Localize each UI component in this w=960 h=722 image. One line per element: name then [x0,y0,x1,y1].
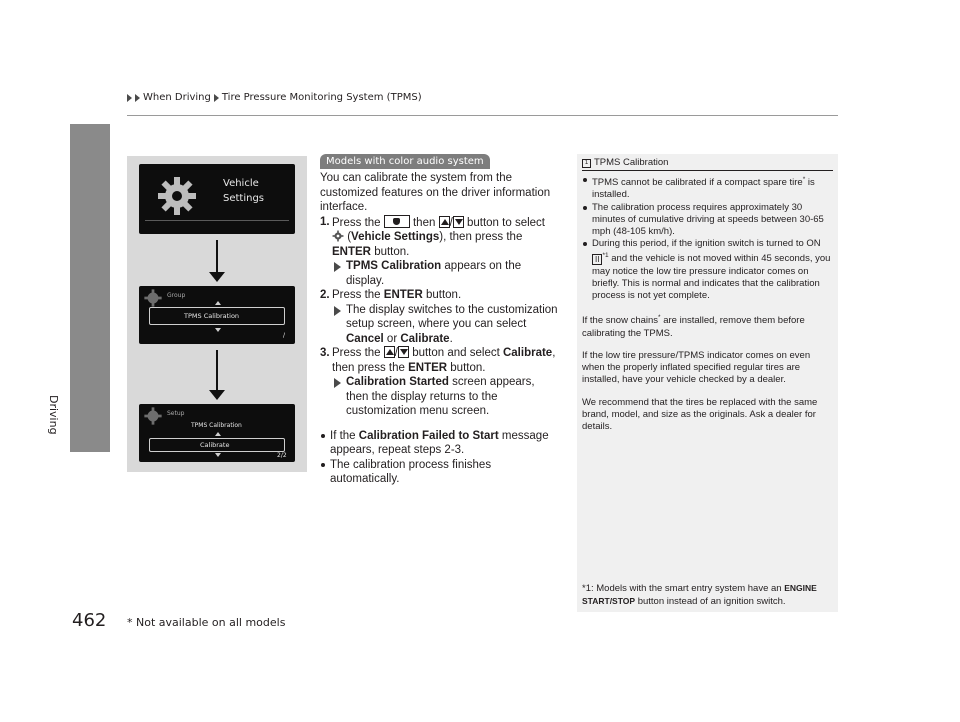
note-indicator-on: If the low tire pressure/TPMS indicator comes on even when the properly inflated specified regular tires are installed, have your vehicle checked by a dealer. [582,349,811,386]
vehicle-settings-gear-icon [332,230,344,242]
sidebar-body [582,174,832,433]
note-text: message appears, repeat steps 2-3. [330,429,549,456]
result-arrow-icon [334,262,341,272]
note-text: TPMS cannot be calibrated if a compact spare tire [592,177,803,189]
step-2-period: . [449,332,453,345]
step-1-number: 1. [320,215,330,228]
step-3-text: button and select [412,347,500,359]
footnote-bold: ENGINE START/STOP [582,583,817,607]
breadcrumb-arrow-icon [135,94,140,102]
screen2-selected-item [149,307,285,325]
flow-arrow-line [216,350,218,392]
footnote-text: button instead of an ignition switch. [637,596,786,608]
note-text: If the snow chains [582,315,659,327]
step-2-or: or [386,332,398,345]
step-2-text: Press the [332,289,381,301]
note-text: During this period, if the ignition switch is turned to ON [592,238,821,250]
scroll-up-icon [215,432,221,436]
header-divider [127,115,838,116]
model-tag: Models with color audio system [320,154,490,169]
screen2-group-label: Group [167,292,186,299]
scroll-up-icon [215,301,221,305]
calibrate-setup-screen [139,404,295,462]
sidebar-title: TPMS Calibration [594,157,669,168]
step-1: 1. Press the then / button to select (Vehicle Settings), then press the ENTER button. TPMS Calibration appears on the display. [320,215,560,289]
chapter-label: Driving [47,395,60,435]
screen3-selected-item [149,438,285,452]
note-text: and the vehicle is not moved within 45 seconds, you may notice the low tire pressure indicator comes on briefly. This is normal and indicates that the calibration process is not yet complete. [592,253,831,302]
step-1-text: button. [374,245,410,258]
asterisk: * [802,176,806,183]
display-illustration [127,156,307,472]
footnote-ref: *1 [602,252,609,260]
note-text: are installed, remove them before calibrating the TPMS. [582,315,805,339]
step-3-result-bold: Calibration Started [346,376,449,388]
result-arrow-icon [334,306,341,316]
screen3-item-label: Calibrate [200,441,230,449]
screen3-page-indicator: 2/2 [277,452,287,459]
chapter-tab [70,124,110,452]
up-button-icon [384,346,395,358]
intro-text: You can calibrate the system from the customized features on the driver information interface. [320,172,551,213]
asterisk: * [658,314,661,322]
flow-arrow-icon [209,272,225,282]
step-1-result-bold: TPMS Calibration [346,260,442,272]
note-tire-replacement: We recommend that the tires be replaced with the same brand, model, and size as the originals. Ask a dealer for details. [582,396,818,432]
step-3-text: Press the [332,347,381,359]
step-2-result-text: The display switches to the customization setup screen, where you can select [346,303,558,330]
step-1-enter: ENTER [332,245,371,258]
gear-icon [155,174,199,218]
scroll-down-icon [215,328,221,332]
step-2-cancel: Cancel [346,332,384,345]
step-2-result [332,303,560,347]
step-2-number: 2. [320,289,330,301]
screen2-item-label: TPMS Calibration [184,312,240,320]
tpms-calibration-notes [577,154,838,612]
note-text: is installed. [592,177,815,201]
note-ignition-on [582,238,832,302]
down-button-icon [453,216,464,228]
step-2-calibrate: Calibrate [400,332,450,345]
breadcrumb-current: Tire Pressure Monitoring System (TPMS) [221,92,422,103]
note-calibration-duration: The calibration process requires approximately 30 minutes of cumulative driving at speeds between 30-65 mph (48-105 km/h). [582,202,832,239]
page-number: 462 [72,610,107,631]
step-2 [320,288,560,346]
reference-icon: 1 [582,159,591,168]
step-3: 3. Press the / button and select Calibrate, then press the ENTER button. Calibration Started screen appears, then the display returns to the customization menu screen. [320,346,560,419]
step-1-result [332,259,560,288]
step-1-text: ), then press the [439,231,523,243]
up-button-icon [439,216,450,228]
step-1-vehicle-settings: Vehicle Settings [351,231,440,243]
note-compact-spare [582,174,832,202]
breadcrumb-parent[interactable]: When Driving [143,92,211,103]
spacer [320,419,560,429]
gear-icon [143,406,163,430]
step-3-result-text: screen appears, then the display returns to the customization menu screen. [346,376,535,417]
sidebar-divider [582,170,833,171]
screen3-heading: TPMS Calibration [191,422,242,429]
vehicle-settings-screen [139,164,295,234]
screen1-title-line1: Vehicle [223,178,259,189]
step-2-enter: ENTER [383,289,423,301]
step-1-result-text: appears on the display. [346,260,522,287]
step-1-text: Press the [332,216,381,229]
screen1-title-line2: Settings [223,193,265,204]
down-button-icon [398,346,409,358]
flow-arrow-line [216,240,218,274]
sidebar-heading [582,157,668,169]
phone-button-icon [384,215,410,228]
note-text: If the [330,429,356,442]
step-3-number: 3. [320,347,330,359]
ignition-on-icon: II [592,254,602,265]
note-bold: Calibration Failed to Start [358,429,499,442]
screen2-page-indicator: / [283,332,286,339]
scroll-down-icon [215,453,221,457]
step-3-text: , then press the [332,347,556,374]
step-1-text: then [412,216,436,229]
step-3-result [332,375,560,419]
instructions-column [320,154,560,487]
step-1-text: button to select [466,216,545,229]
flow-arrow-icon [209,390,225,400]
step-3-calibrate: Calibrate [502,347,553,359]
footnote-text: *1: Models with the smart entry system have an [582,583,782,594]
breadcrumb-arrow-icon [214,94,219,102]
result-arrow-icon [334,378,341,388]
screen3-setup-label: Setup [167,410,185,417]
step-3-text: button. [450,361,486,374]
note-failed-to-start [320,429,560,458]
breadcrumb-arrow-icon [127,94,132,102]
note-finishes-automatically: The calibration process finishes automatically. [320,458,560,487]
screen1-divider [145,220,289,221]
breadcrumb [127,92,422,103]
footnote-not-available: * Not available on all models [127,616,286,629]
sidebar-footnote [582,582,832,608]
step-3-enter: ENTER [408,361,448,374]
step-1-text: ( [347,231,352,243]
step-2-text: button. [425,289,462,301]
note-snow-chains [582,312,832,340]
tpms-calibration-menu-screen [139,286,295,344]
